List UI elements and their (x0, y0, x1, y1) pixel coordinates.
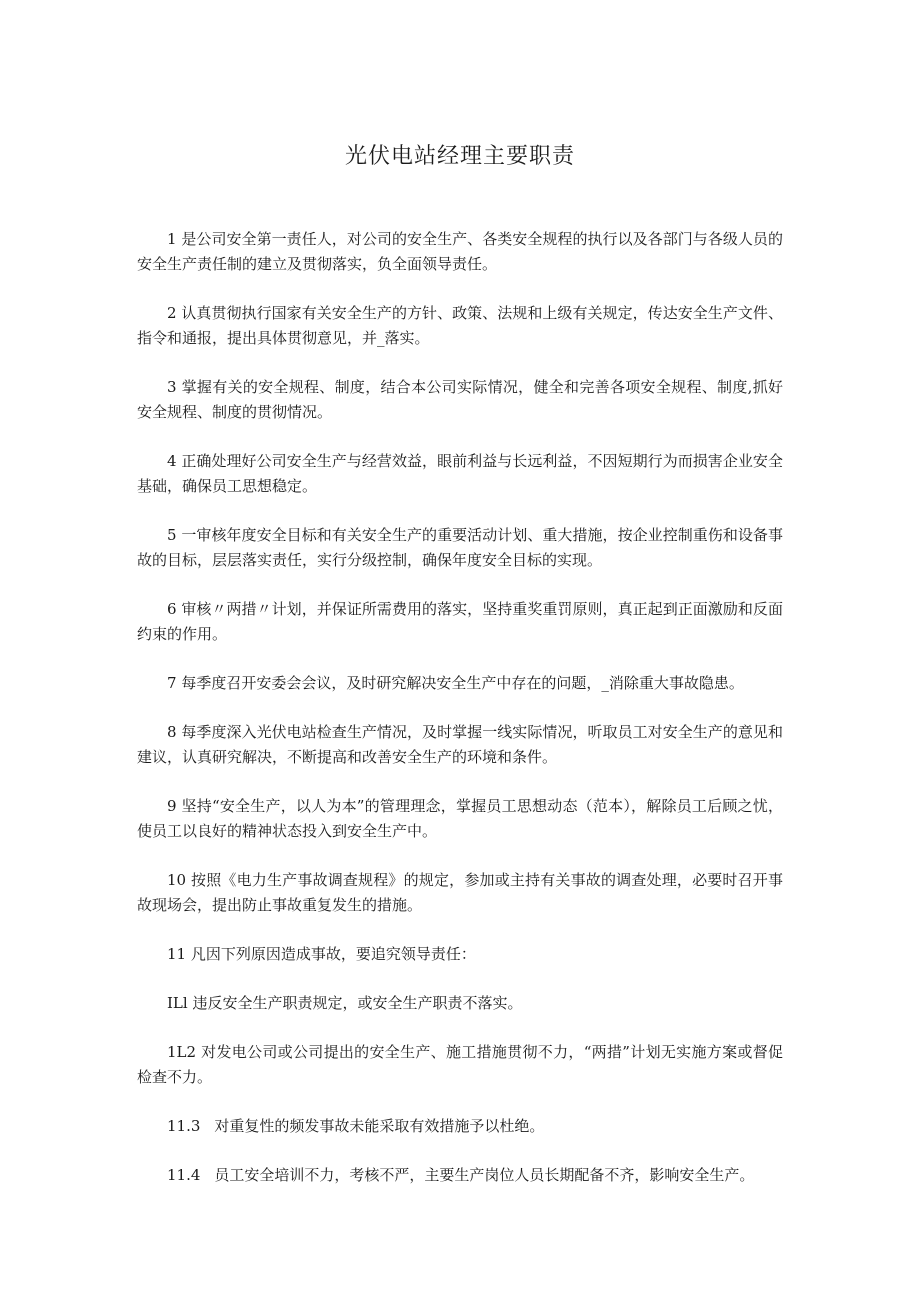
paragraph-number: 1 (167, 230, 177, 248)
sub-item-number: 1L2 (167, 1043, 197, 1061)
paragraph-9 (137, 794, 783, 844)
paragraph-4 (137, 449, 783, 499)
paragraph-number: 4 (167, 452, 177, 470)
paragraph-text: 掌握有关的安全规程、制度，结合本公司实际情况，健全和完善各项安全规程、制度,抓好安全规程、制度的贯彻情况。 (137, 378, 783, 421)
paragraph-text: 凡因下列原因造成事故，要追究领导责任： (190, 945, 476, 963)
sub-item-11-3 (137, 1114, 783, 1139)
paragraph-number: 3 (167, 378, 177, 396)
page-title: 光伏电站经理主要职责 (344, 144, 575, 169)
sub-item-text: 对重复性的频发事故未能采取有效措施予以杜绝。 (214, 1117, 545, 1135)
paragraph-text: 坚持“安全生产，以人为本”的管理理念，掌握员工思想动态（范本），解除员工后顾之忧，使员工以良好的精神状态投入到安全生产中。 (137, 797, 783, 840)
paragraph-number: 5 (167, 526, 177, 544)
paragraph-11 (137, 942, 783, 967)
paragraph-number: 10 (167, 871, 187, 889)
paragraph-number: 11 (167, 945, 187, 963)
paragraph-text: 正确处理好公司安全生产与经营效益，眼前利益与长远利益，不因短期行为而损害企业安全基础，确保员工思想稳定。 (137, 452, 783, 495)
sub-item-text: 违反安全生产职责规定，或安全生产职责不落实。 (192, 994, 523, 1012)
sub-item-text: 员工安全培训不力，考核不严，主要生产岗位人员长期配备不齐，影响安全生产。 (214, 1166, 755, 1184)
paragraph-number: 6 (167, 600, 177, 618)
sub-item-11-2 (137, 1040, 783, 1090)
paragraph-1 (137, 227, 783, 277)
paragraph-text: 审核〃两措〃计划，并保证所需费用的落实，坚持重奖重罚原则，真正起到正面激励和反面约束的作用。 (137, 600, 783, 643)
paragraph-7 (137, 671, 783, 696)
sub-item-number: ILl (167, 994, 188, 1012)
paragraph-number: 9 (167, 797, 177, 815)
paragraph-number: 8 (167, 723, 177, 741)
paragraph-number: 2 (167, 304, 177, 322)
sub-item-text: 对发电公司或公司提出的安全生产、施工措施贯彻不力，“两措”计划无实施方案或督促检查不力。 (137, 1043, 783, 1086)
paragraph-number: 7 (167, 674, 177, 692)
paragraph-8 (137, 720, 783, 770)
paragraph-6 (137, 597, 783, 647)
paragraph-text: 认真贯彻执行国家有关安全生产的方针、政策、法规和上级有关规定，传达安全生产文件、指令和通报，提出具体贯彻意见，并_落实。 (137, 304, 783, 347)
sub-item-number: 11.4 (167, 1166, 201, 1184)
sub-item-11-4 (137, 1163, 783, 1188)
paragraph-text: 是公司安全第一责任人，对公司的安全生产、各类安全规程的执行以及各部门与各级人员的安全生产责任制的建立及贯彻落实，负全面领导责任。 (137, 230, 783, 273)
document-body (137, 227, 783, 1212)
paragraph-text: 按照《电力生产事故调查规程》的规定，参加或主持有关事故的调查处理，必要时召开事故现场会，提出防止事故重复发生的措施。 (137, 871, 783, 914)
paragraph-5 (137, 523, 783, 573)
sub-item-number: 11.3 (167, 1117, 201, 1135)
paragraph-text: 每季度深入光伏电站检查生产情况，及时掌握一线实际情况，听取员工对安全生产的意见和建议，认真研究解决，不断提高和改善安全生产的环境和条件。 (137, 723, 783, 766)
paragraph-2 (137, 301, 783, 351)
paragraph-3 (137, 375, 783, 425)
paragraph-text: 一审核年度安全目标和有关安全生产的重要活动计划、重大措施，按企业控制重伤和设备事故的目标，层层落实责任，实行分级控制，确保年度安全目标的实现。 (137, 526, 783, 569)
paragraph-text: 每季度召开安委会会议，及时研究解决安全生产中存在的问题，_消除重大事故隐患。 (181, 674, 744, 692)
sub-item-11-1 (137, 991, 783, 1016)
paragraph-10 (137, 868, 783, 918)
